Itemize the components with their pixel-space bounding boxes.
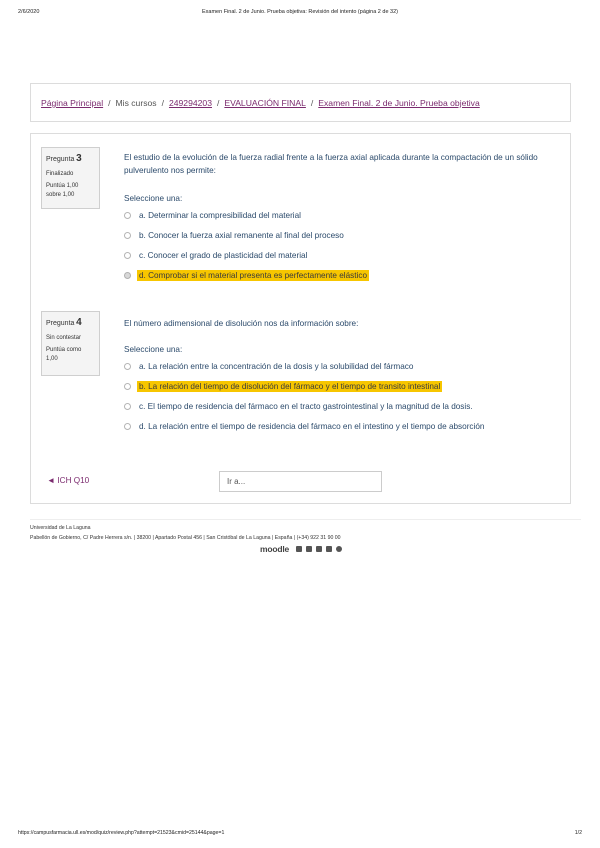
question-grade-line: Puntúa como — [46, 347, 82, 354]
breadcrumb-separator: / — [216, 98, 220, 108]
breadcrumb-home-link[interactable]: Página Principal — [41, 98, 104, 108]
question-state: Finalizado — [46, 170, 74, 177]
radio-button[interactable] — [124, 212, 131, 219]
footer-address: Pabellón de Gobierno, C/ Padre Herrera s/n. | 38200 | Apartado Postal 456 | San Cristóbal de La Laguna | España | (+34) 922 31 90 00 — [30, 534, 341, 541]
print-date: 2/6/2020 — [18, 9, 40, 15]
question-text: El número adimensional de disolución nos da información sobre: — [124, 319, 359, 328]
question-grade-line: 1,00 — [46, 355, 58, 362]
previous-activity-link[interactable]: ◄ ICH Q10 — [47, 476, 90, 485]
youtube-icon[interactable] — [316, 546, 322, 552]
answer-option[interactable] — [124, 357, 486, 377]
footer-university: Universidad de La Laguna — [30, 525, 91, 531]
footer-divider — [30, 519, 581, 520]
answer-option[interactable] — [124, 246, 369, 266]
breadcrumb-my-courses: Mis cursos — [115, 98, 157, 108]
breadcrumb-container — [30, 83, 571, 122]
print-url: https://campusfarmacia.ull.es/mod/quiz/review.php?attempt=21523&cmid=25144&page=1 — [18, 830, 225, 836]
breadcrumb-separator: / — [310, 98, 314, 108]
print-page-number: 1/2 — [574, 830, 582, 836]
print-title: Examen Final. 2 de Junio. Prueba objetiva: Revisión del intento (página 2 de 32) — [202, 9, 398, 15]
question-label: Pregunta — [46, 320, 75, 327]
question-state: Sin contestar — [46, 334, 82, 341]
question-grade — [46, 346, 95, 363]
radio-button[interactable] — [124, 252, 131, 259]
answer-label: b. Conocer la fuerza axial remanente al final del proceso — [139, 231, 344, 241]
answer-option[interactable] — [124, 416, 486, 436]
question-number: 4 — [76, 317, 82, 328]
breadcrumb-section-link[interactable]: EVALUACIÓN FINAL — [224, 98, 306, 108]
question-text: El estudio de la evolución de la fuerza radial frente a la fuerza axial aplicada durante la compactación de un sólido pulverulento nos permite: — [124, 153, 538, 176]
radio-button[interactable] — [124, 363, 131, 370]
answer-option[interactable] — [124, 206, 369, 226]
facebook-icon[interactable] — [296, 546, 302, 552]
answer-label: d. La relación entre el tiempo de residencia del fármaco en el intestino y el tiempo de absorción — [139, 421, 485, 431]
print-footer — [18, 830, 582, 840]
answer-label-highlighted: d. Comprobar si el material presenta es perfectamente elástico — [139, 270, 367, 280]
radio-button[interactable] — [124, 232, 131, 239]
quiz-review-region — [30, 133, 571, 504]
radio-button-checked[interactable] — [124, 272, 131, 279]
answer-prompt: Seleccione una: — [124, 345, 183, 354]
print-header — [18, 9, 582, 19]
footer — [30, 524, 581, 544]
globe-icon[interactable] — [336, 546, 342, 552]
answer-label: a. Determinar la compresibilidad del material — [139, 211, 301, 221]
linkedin-icon[interactable] — [326, 546, 332, 552]
footer-icons — [260, 544, 342, 554]
answer-option[interactable] — [124, 226, 369, 246]
answer-label-highlighted: b. La relación del tiempo de disolución del fármaco y el tiempo de transito intestinal — [139, 382, 441, 392]
question-info-box — [41, 147, 100, 209]
answer-label: c. El tiempo de residencia del fármaco en el tracto gastrointestinal y la magnitud de la dosis. — [139, 401, 473, 411]
answer-list — [124, 357, 486, 436]
answer-label: a. La relación entre la concentración de la dosis y la solubilidad del fármaco — [139, 362, 414, 372]
twitter-icon[interactable] — [306, 546, 312, 552]
breadcrumb-quiz-link[interactable]: Examen Final. 2 de Junio. Prueba objetiva — [318, 98, 480, 108]
question-grade-line: sobre 1,00 — [46, 191, 75, 198]
radio-button[interactable] — [124, 383, 131, 390]
radio-button[interactable] — [124, 403, 131, 410]
question-label: Pregunta — [46, 156, 75, 163]
question-grade — [46, 182, 95, 199]
breadcrumb — [41, 98, 480, 108]
answer-label: c. Conocer el grado de plasticidad del material — [139, 250, 308, 260]
question-grade-line: Puntúa 1,00 — [46, 183, 79, 190]
breadcrumb-separator: / — [108, 98, 111, 108]
breadcrumb-separator: / — [161, 98, 164, 108]
moodle-logo[interactable]: moodle — [260, 544, 290, 554]
answer-option[interactable] — [124, 397, 486, 417]
breadcrumb-course-link[interactable]: 249294203 — [168, 98, 212, 108]
answer-list — [124, 206, 369, 285]
answer-option-selected[interactable] — [124, 265, 369, 285]
radio-button[interactable] — [124, 423, 131, 430]
question-number: 3 — [76, 153, 82, 164]
jump-to-select[interactable]: Ir a... — [219, 471, 382, 492]
question-info-box — [41, 311, 100, 376]
answer-option[interactable] — [124, 377, 486, 397]
answer-prompt: Seleccione una: — [124, 194, 183, 203]
